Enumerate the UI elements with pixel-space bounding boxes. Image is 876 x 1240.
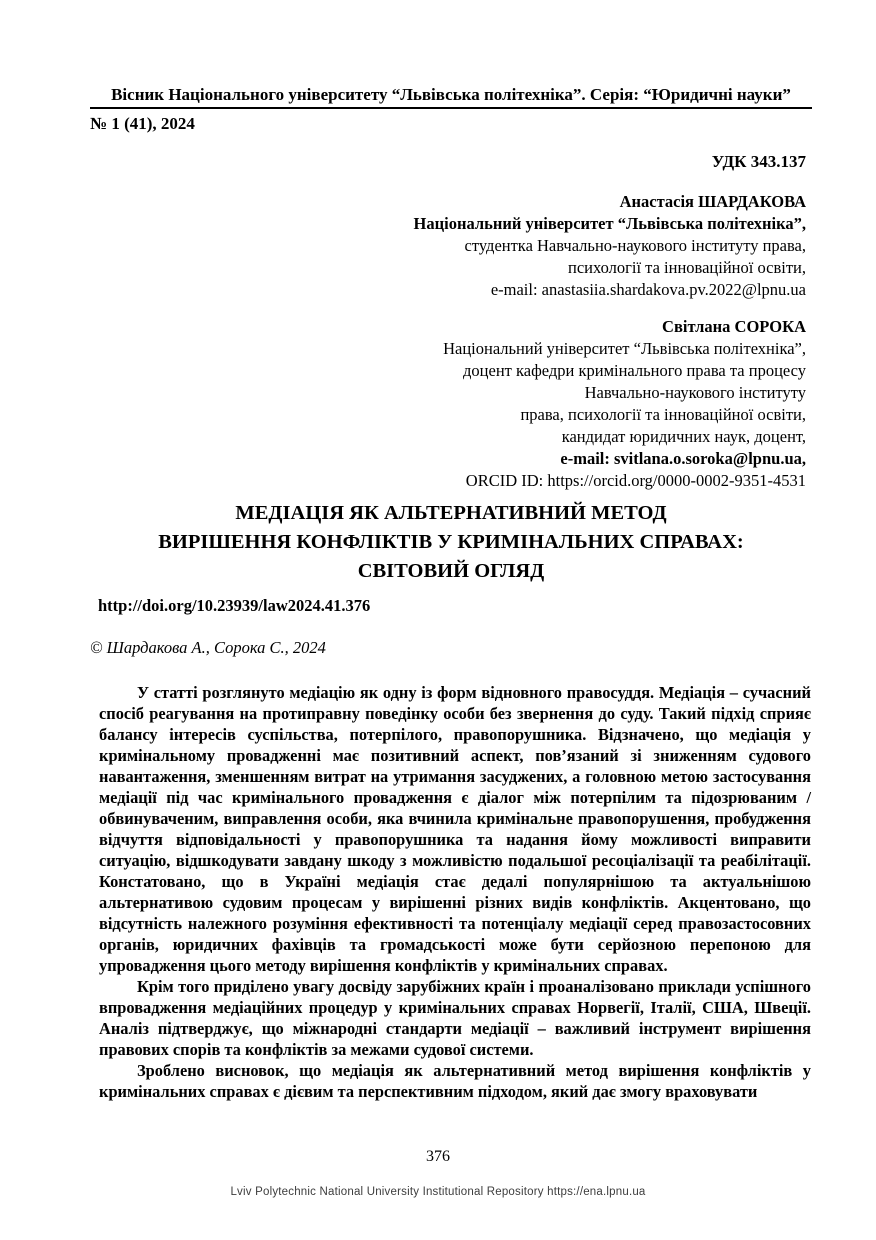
author-position: студентка Навчально-наукового інституту права, xyxy=(464,236,806,255)
abstract-paragraph-3: Зроблено висновок, що медіація як альтернативний метод вирішення конфліктів у кримінальних справах є дієвим та перспективним підходом, який дає змогу враховувати xyxy=(99,1061,811,1101)
repository-footer: Lviv Polytechnic National University Institutional Repository https://ena.lpnu.ua xyxy=(230,1186,646,1198)
author-institute-2: права, психології та інноваційної освіти, xyxy=(520,405,806,424)
author-affiliation: Національний університет “Львівська політехніка”, xyxy=(443,339,806,358)
doi-link: http://doi.org/10.23939/law2024.41.376 xyxy=(98,596,371,615)
journal-issue: № 1 (41), 2024 xyxy=(90,114,195,133)
article-title-line-1: МЕДІАЦІЯ ЯК АЛЬТЕРНАТИВНИЙ МЕТОД xyxy=(235,502,667,524)
journal-title: Вісник Національного університету “Львівська політехніка”. Серія: “Юридичні науки” xyxy=(90,84,812,109)
udc-code: УДК 343.137 xyxy=(711,152,806,171)
author-email: e-mail: anastasiia.shardakova.pv.2022@lpnu.ua xyxy=(490,280,806,299)
author-institute: Навчально-наукового інституту xyxy=(584,383,806,402)
copyright-line: © Шардакова А., Сорока С., 2024 xyxy=(90,638,326,657)
author-name: Анастасія ШАРДАКОВА xyxy=(619,192,806,211)
author-affiliation: Національний університет “Львівська політехніка”, xyxy=(413,214,806,233)
article-title-line-2: ВИРІШЕННЯ КОНФЛІКТІВ У КРИМІНАЛЬНИХ СПРАВАХ: xyxy=(158,531,744,553)
author-position: доцент кафедри кримінального права та процесу xyxy=(463,361,806,380)
abstract-paragraph-1: У статті розглянуто медіацію як одну із форм відновного правосуддя. Медіація – сучасний спосіб реагування на протиправну поведінку особи без звернення до суду. Такий підхід сприяє балансу інтересів суспільства, потерпілого, правопорушника. Відзначено, що медіація у кримінальному провадженні має позитивний аспект, пов’язаний зі зниженням судового навантаження, зменшенням витрат на утримання засуджених, а головною метою застосування медіації під час кримінального провадження є діалог між потерпілим та підозрюваним / обвинуваченим, виправлення особи, яка вчинила кримінальне правопорушення, пробудження відчуття відповідальності у правопорушника та надання йому можливості виправити ситуацію, відшкодувати завдану шкоду з можливістю подальшої ресоціалізації та реабілітації. Констатовано, що в Україні медіація стає дедалі популярнішою та актуальнішою альтернативою судовим процесам у вирішенні різних видів конфліктів. Акцентовано, що відсутність належного розуміння ефективності та потенціалу медіації серед правозастосовних органів, юридичних фахівців та громадськості може бути серйозною перепоною для упровадження цього методу вирішення конфліктів у кримінальних справах. xyxy=(99,683,811,975)
author-block-shardakova xyxy=(414,191,806,301)
abstract xyxy=(99,682,811,1102)
author-block-soroka xyxy=(443,316,806,492)
author-degree: кандидат юридичних наук, доцент, xyxy=(561,427,806,446)
author-name: Світлана СОРОКА xyxy=(662,317,806,336)
author-orcid: ORCID ID: https://orcid.org/0000-0002-9351-4531 xyxy=(465,471,806,490)
article-title-line-3: СВІТОВИЙ ОГЛЯД xyxy=(357,560,545,582)
article-title xyxy=(90,499,812,586)
journal-running-head xyxy=(90,84,812,134)
author-institute: психології та інноваційної освіти, xyxy=(568,258,806,277)
page-number: 376 xyxy=(426,1148,450,1165)
abstract-paragraph-2: Крім того приділено увагу досвіду зарубіжних країн і проаналізовано приклади успішного впровадження медіаційних процедур у кримінальних справах Норвегії, Італії, США, Швеції. Аналіз підтверджує, що міжнародні стандарти медіації – важливий інструмент вирішення правових спорів та конфліктів за межами судової системи. xyxy=(99,977,811,1059)
author-email: e-mail: svitlana.o.soroka@lpnu.ua, xyxy=(560,449,806,468)
